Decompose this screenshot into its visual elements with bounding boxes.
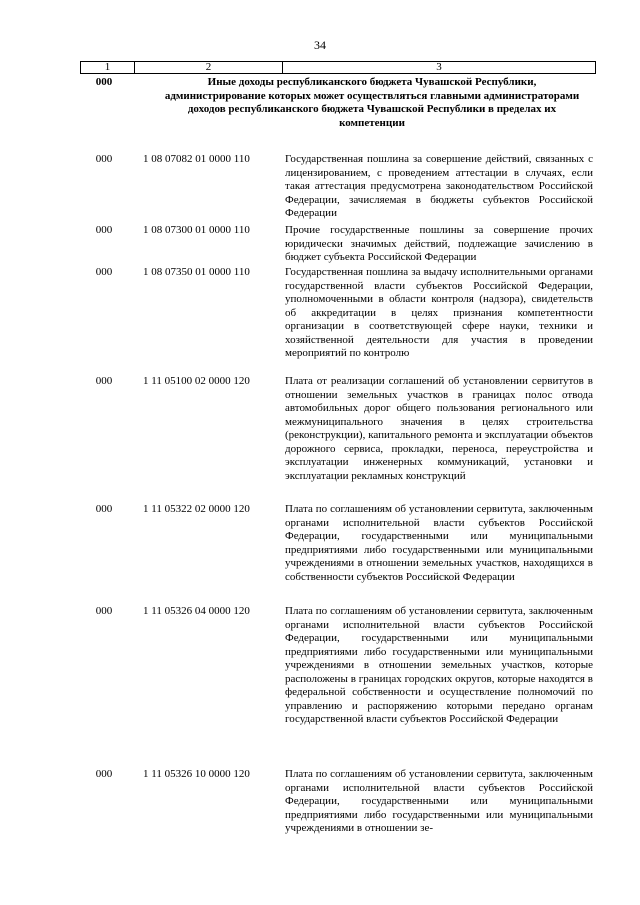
admin-code: 000 [95,224,113,236]
budget-classification-code: 1 11 05326 10 0000 120 [143,768,250,780]
column-header-2: 2 [135,62,283,74]
admin-code: 000 [95,375,113,387]
revenue-name: Плата по соглашениям об установлении сервитута, заключенным органами исполнительной власти субъектов Российской Федерации, государственными или муниципальными предприятиями либо государственными или муниципальными учреждениями в отношении земельных участков, которые расположены в границах городских округов, которые находятся в федеральной собственности и осуществление полномочий по управлению и распоряжению которыми передано органам государственной власти субъектов Российской Федерации [285,605,593,725]
section-code: 000 [95,76,113,88]
admin-code: 000 [95,153,113,165]
revenue-name: Плата по соглашениям об установлении сервитута, заключенным органами исполнительной власти субъектов Российской Федерации, государственными или муниципальными предприятиями либо государственными или муниципальными учреждениями в отношении зе- [285,768,593,834]
section-title: Иные доходы республиканского бюджета Чувашской Республики, администрирование которых может осуществляться главными администраторами доходов республиканского бюджета Чувашской Республики в пределах их компетенции [164,76,580,129]
admin-code: 000 [95,266,113,278]
column-header-1: 1 [81,62,135,74]
budget-classification-code: 1 11 05322 02 0000 120 [143,503,250,515]
revenue-name: Плата по соглашениям об установлении сервитута, заключенным органами исполнительной власти субъектов Российской Федерации, государственными или муниципальными предприятиями либо государственными или муниципальными учреждениями в отношении земельных участков, находящихся в собственности субъектов Российской Федерации [285,503,593,583]
admin-code: 000 [95,503,113,515]
revenue-name: Плата от реализации соглашений об установлении сервитутов в отношении земельных участков в границах полос отвода автомобильных дорог общего пользования регионального или межмуниципального значения в целях строительства (реконструкции), капитального ремонта и эксплуатации объектов дорожного сервиса, прокладки, переноса, переустройства и эксплуатации инженерных коммуникаций, установки и эксплуатации рекламных конструкций [285,375,593,482]
admin-code: 000 [95,605,113,617]
budget-classification-code: 1 08 07300 01 0000 110 [143,224,250,236]
admin-code: 000 [95,768,113,780]
column-header-table [80,61,596,74]
page-number: 34 [314,38,326,52]
column-header-3: 3 [283,62,596,74]
revenue-name: Государственная пошлина за совершение действий, связанных с лицензированием, с проведением аттестации в случаях, если такая аттестация предусмотрена законодательством Российской Федерации, зачисляемая в бюджеты субъектов Российской Федерации [285,153,593,219]
budget-classification-code: 1 08 07082 01 0000 110 [143,153,250,165]
budget-classification-code: 1 11 05100 02 0000 120 [143,375,250,387]
revenue-name: Прочие государственные пошлины за совершение прочих юридически значимых действий, подлежащие зачислению в бюджет субъекта Российской Федерации [285,224,593,263]
revenue-name: Государственная пошлина за выдачу исполнительными органами государственной власти субъектов Российской Федерации, уполномоченными в области контроля (надзора), свидетельств об аккредитации в целях признания компетентности организации в соответствующей сфере науки, техники и хозяйственной деятельности для участия в проведении мероприятий по контролю [285,266,593,359]
budget-classification-code: 1 11 05326 04 0000 120 [143,605,250,617]
budget-classification-code: 1 08 07350 01 0000 110 [143,266,250,278]
